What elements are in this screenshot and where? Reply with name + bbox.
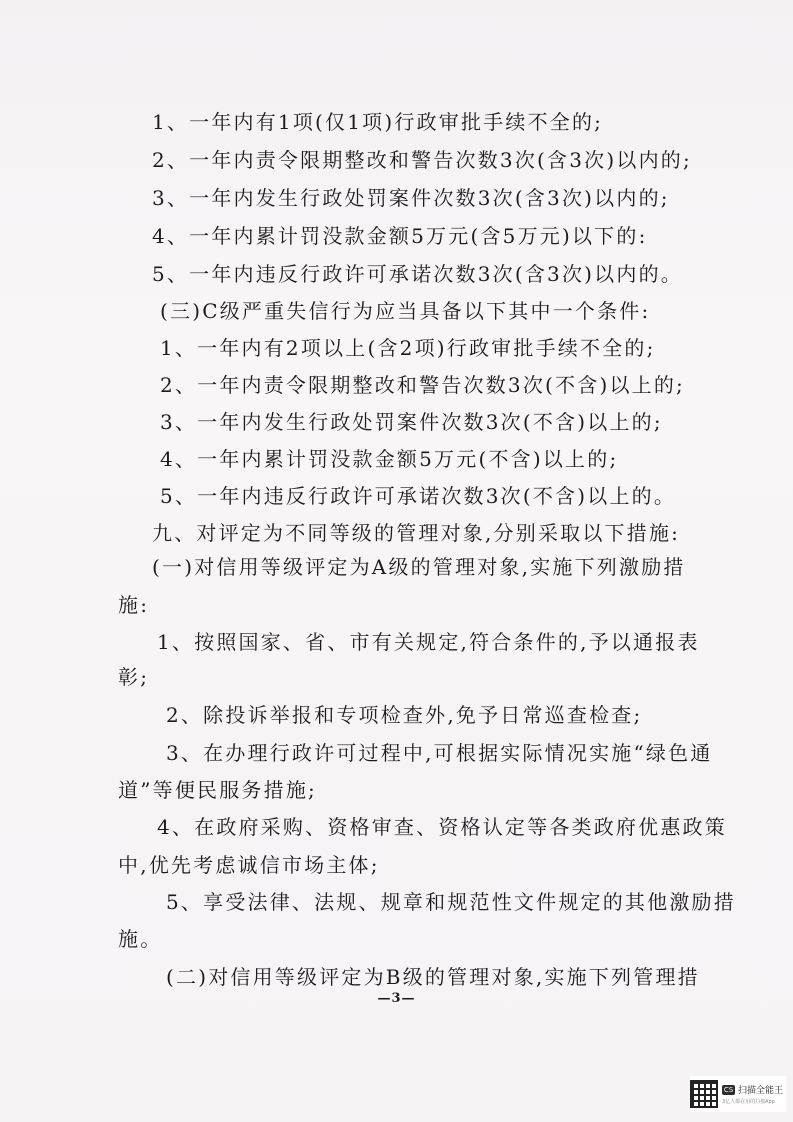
text-line: 5、一年内违反行政许可承诺次数3次(不含)以上的。 xyxy=(160,484,677,508)
section-heading: (二)对信用等级评定为B级的管理对象,实施下列管理措 xyxy=(166,965,700,989)
section-heading: (三)C级严重失信行为应当具备以下其中一个条件: xyxy=(160,299,651,323)
section-heading: 九、对评定为不同等级的管理对象,分别采取以下措施: xyxy=(152,521,681,545)
text-line: 1、按照国家、省、市有关规定,符合条件的,予以通报表 xyxy=(157,630,700,654)
qr-code-icon xyxy=(690,1080,718,1108)
camscanner-logo-icon: CS xyxy=(723,1085,734,1094)
text-line: 施。 xyxy=(118,927,163,951)
page-number: —3— xyxy=(377,991,416,1006)
text-line: 3、一年内发生行政处罚案件次数3次(含3次)以内的; xyxy=(152,186,670,210)
scanner-watermark xyxy=(690,1076,786,1112)
watermark-brand: 扫描全能王 xyxy=(738,1086,784,1096)
text-line: 4、在政府采购、资格审查、资格认定等各类政府优惠政策 xyxy=(157,815,727,839)
text-line: 2、一年内责令限期整改和警告次数3次(含3次)以内的; xyxy=(152,148,692,172)
text-line: 彰; xyxy=(118,665,150,689)
text-line: 施: xyxy=(118,593,150,617)
text-line: 4、一年内累计罚没款金额5万元(不含)以上的; xyxy=(160,447,619,471)
section-heading: (一)对信用等级评定为A级的管理对象,实施下列激励措 xyxy=(152,555,686,579)
watermark-tagline: 3亿人都在用的扫描App xyxy=(722,1099,775,1105)
text-line: 1、一年内有2项以上(含2项)行政审批手续不全的; xyxy=(160,336,656,360)
text-line: 中,优先考虑诚信市场主体; xyxy=(118,853,380,877)
text-line: 2、一年内责令限期整改和警告次数3次(不含)以上的; xyxy=(160,373,685,397)
text-line: 3、在办理行政许可过程中,可根据实际情况实施“绿色通 xyxy=(166,741,713,765)
text-line: 1、一年内有1项(仅1项)行政审批手续不全的; xyxy=(152,110,604,134)
text-line: 道”等便民服务措施; xyxy=(118,778,317,802)
text-line: 5、享受法律、法规、规章和规范性文件规定的其他激励措 xyxy=(166,890,736,914)
text-line: 3、一年内发生行政处罚案件次数3次(不含)以上的; xyxy=(160,410,663,434)
watermark-text xyxy=(722,1083,783,1105)
text-line: 5、一年内违反行政许可承诺次数3次(含3次)以内的。 xyxy=(152,262,683,286)
text-line: 2、除投诉举报和专项检查外,免予日常巡查检查; xyxy=(166,703,643,727)
text-line: 4、一年内累计罚没款金额5万元(含5万元)以下的: xyxy=(152,224,648,248)
